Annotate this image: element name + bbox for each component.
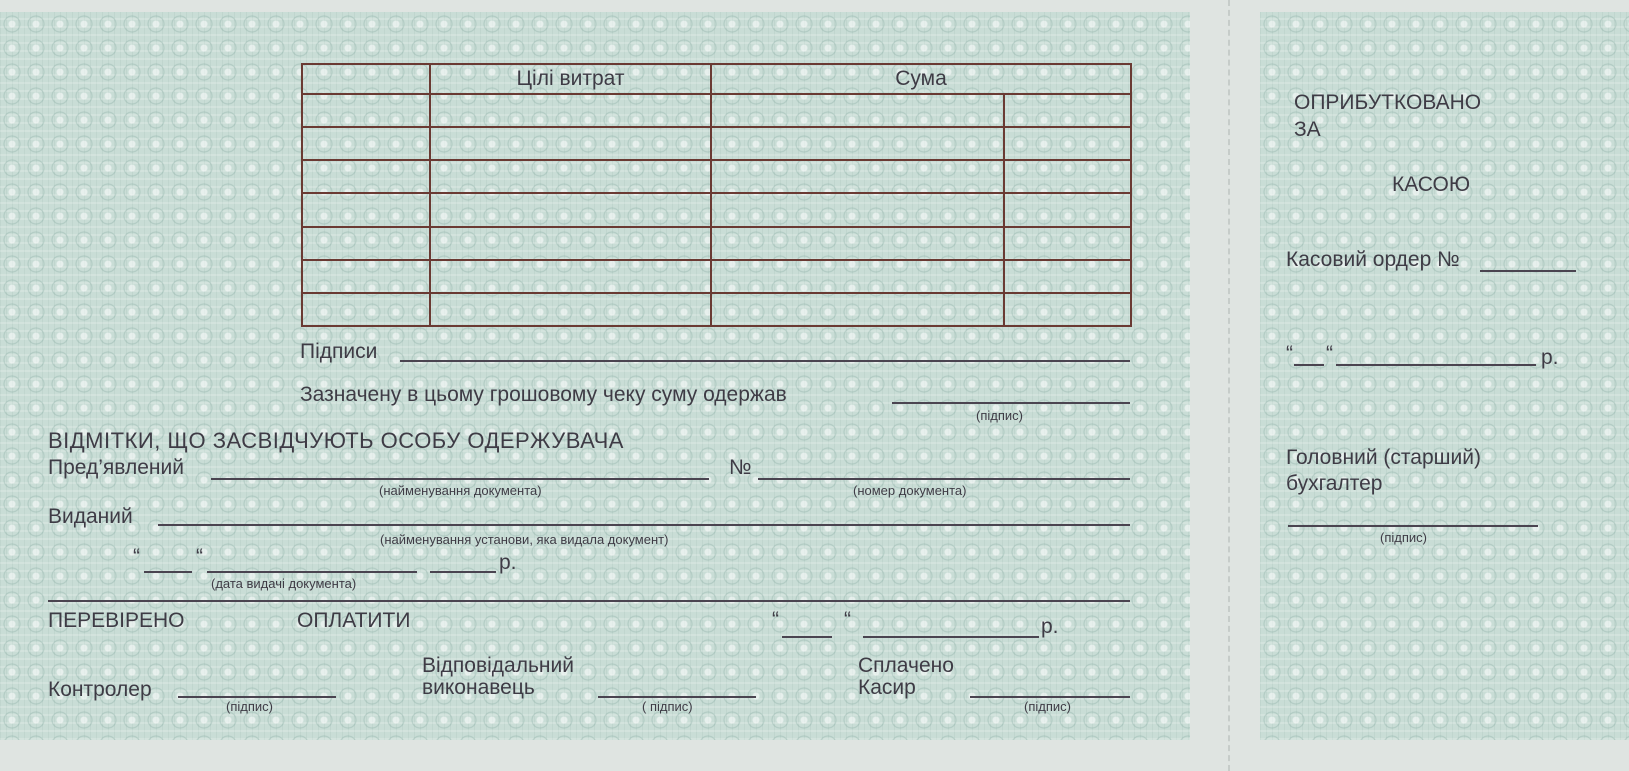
number-label: № bbox=[729, 456, 752, 479]
document-number-line[interactable] bbox=[758, 478, 1130, 480]
stub-month-line[interactable] bbox=[1336, 364, 1536, 366]
table-row bbox=[302, 227, 1131, 260]
identity-heading: ВІДМІТКИ, ЩО ЗАСВІДЧУЮТЬ ОСОБУ ОДЕРЖУВАЧА bbox=[48, 428, 624, 453]
purpose-cell[interactable] bbox=[430, 260, 711, 293]
purpose-cell[interactable] bbox=[430, 193, 711, 226]
table-header-row bbox=[302, 64, 1131, 94]
table-cell[interactable] bbox=[302, 127, 430, 160]
cash-order-number-line[interactable] bbox=[1480, 270, 1576, 272]
purpose-cell[interactable] bbox=[430, 127, 711, 160]
paid-label-line1: Сплачено bbox=[858, 654, 954, 677]
pay-year-suffix: р. bbox=[1041, 615, 1059, 638]
stub-title-line1: ОПРИБУТКОВАНО bbox=[1294, 91, 1482, 114]
pay-day-line[interactable] bbox=[782, 636, 832, 638]
table-cell[interactable] bbox=[302, 227, 430, 260]
column-header-purpose: Цілі витрат bbox=[430, 64, 711, 94]
stub-title-line2: ЗА bbox=[1294, 118, 1321, 141]
issue-year-line[interactable] bbox=[430, 571, 496, 573]
amount-cell[interactable] bbox=[711, 94, 1004, 127]
issued-caption: (найменування установи, яка видала документ) bbox=[380, 532, 669, 547]
received-label: Зазначену в цьому грошовому чеку суму одержав bbox=[300, 383, 787, 406]
purpose-cell[interactable] bbox=[430, 160, 711, 193]
issue-day-line[interactable] bbox=[144, 571, 192, 573]
amount-fraction-cell[interactable] bbox=[1004, 193, 1131, 226]
issue-year-suffix: р. bbox=[499, 551, 517, 574]
accountant-signature-line[interactable] bbox=[1288, 525, 1538, 527]
presented-document-line[interactable] bbox=[211, 478, 709, 480]
date-quote-close: “ bbox=[196, 545, 203, 568]
table-row bbox=[302, 94, 1131, 127]
table-cell[interactable] bbox=[302, 193, 430, 226]
column-header-amount: Сума bbox=[711, 64, 1131, 94]
amount-cell[interactable] bbox=[711, 260, 1004, 293]
controller-signature-line[interactable] bbox=[178, 696, 336, 698]
pay-date-quote-open: “ bbox=[772, 608, 779, 631]
executor-caption: ( підпис) bbox=[642, 699, 693, 714]
accountant-label-line1: Головний (старший) bbox=[1286, 446, 1481, 469]
table-header-blank bbox=[302, 64, 430, 94]
table-row bbox=[302, 127, 1131, 160]
table-row bbox=[302, 193, 1131, 226]
amount-fraction-cell[interactable] bbox=[1004, 94, 1131, 127]
purpose-cell[interactable] bbox=[430, 94, 711, 127]
received-caption: (підпис) bbox=[976, 408, 1023, 423]
amount-fraction-cell[interactable] bbox=[1004, 127, 1131, 160]
issue-date-caption: (дата видачі документа) bbox=[211, 576, 357, 591]
stub-title-line3: КАСОЮ bbox=[1392, 173, 1471, 196]
paid-label-line2: Касир bbox=[858, 676, 916, 699]
table-row bbox=[302, 293, 1131, 326]
amount-cell[interactable] bbox=[711, 293, 1004, 326]
issue-month-line[interactable] bbox=[207, 571, 417, 573]
controller-caption: (підпис) bbox=[226, 699, 273, 714]
pay-date-quote-close: “ bbox=[844, 608, 851, 631]
executor-label-line2: виконавець bbox=[422, 676, 535, 699]
accountant-caption: (підпис) bbox=[1380, 530, 1427, 545]
issued-label: Виданий bbox=[48, 505, 133, 528]
amount-fraction-cell[interactable] bbox=[1004, 227, 1131, 260]
table-cell[interactable] bbox=[302, 260, 430, 293]
cashier-signature-line[interactable] bbox=[970, 696, 1130, 698]
stub-date-quote-close: “ bbox=[1326, 342, 1333, 365]
cashier-caption: (підпис) bbox=[1024, 699, 1071, 714]
amount-fraction-cell[interactable] bbox=[1004, 160, 1131, 193]
signatures-line[interactable] bbox=[400, 360, 1130, 362]
stub-year-suffix: р. bbox=[1541, 346, 1559, 369]
table-cell[interactable] bbox=[302, 293, 430, 326]
table-cell[interactable] bbox=[302, 94, 430, 127]
signatures-label: Підписи bbox=[300, 340, 378, 363]
amount-fraction-cell[interactable] bbox=[1004, 293, 1131, 326]
presented-caption: (найменування документа) bbox=[379, 483, 542, 498]
purpose-cell[interactable] bbox=[430, 227, 711, 260]
executor-signature-line[interactable] bbox=[598, 696, 756, 698]
cash-order-label: Касовий ордер № bbox=[1286, 248, 1460, 271]
purpose-cell[interactable] bbox=[430, 293, 711, 326]
perforation-line bbox=[1228, 0, 1230, 771]
received-signature-line[interactable] bbox=[892, 402, 1130, 404]
executor-label-line1: Відповідальний bbox=[422, 654, 574, 677]
amount-cell[interactable] bbox=[711, 193, 1004, 226]
table-cell[interactable] bbox=[302, 160, 430, 193]
table-row bbox=[302, 260, 1131, 293]
amount-cell[interactable] bbox=[711, 227, 1004, 260]
amount-fraction-cell[interactable] bbox=[1004, 260, 1131, 293]
table-row bbox=[302, 160, 1131, 193]
amount-cell[interactable] bbox=[711, 127, 1004, 160]
pay-month-line[interactable] bbox=[863, 636, 1039, 638]
controller-label: Контролер bbox=[48, 678, 152, 701]
pay-label: ОПЛАТИТИ bbox=[297, 609, 411, 632]
number-caption: (номер документа) bbox=[853, 483, 967, 498]
checked-label: ПЕРЕВІРЕНО bbox=[48, 609, 185, 632]
expense-table bbox=[301, 63, 1132, 327]
separator-line bbox=[48, 600, 1130, 602]
amount-cell[interactable] bbox=[711, 160, 1004, 193]
date-quote-open: “ bbox=[133, 545, 140, 568]
stub-date-quote-open: “ bbox=[1286, 342, 1293, 365]
accountant-label-line2: бухгалтер bbox=[1286, 472, 1383, 495]
presented-label: Пред’явлений bbox=[48, 456, 184, 479]
stub-day-line[interactable] bbox=[1294, 364, 1324, 366]
issued-by-line[interactable] bbox=[158, 524, 1130, 526]
